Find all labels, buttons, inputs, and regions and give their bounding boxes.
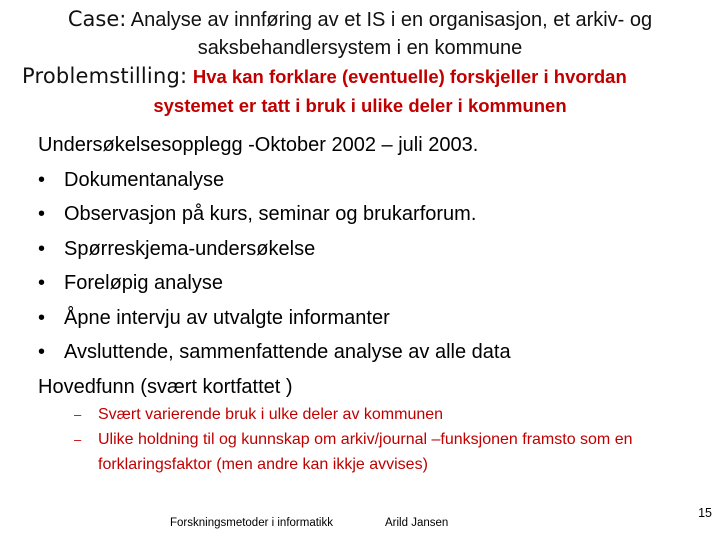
bullet-text: Spørreskjema-undersøkelse (64, 237, 316, 260)
bullet-item (38, 163, 698, 198)
problem-continuation: systemet er tatt i bruk i ulike deler i kommunen (153, 95, 567, 116)
bullet-symbol: • (38, 237, 46, 260)
bullet-text: Åpne intervju av utvalgte informanter (64, 306, 390, 329)
findings-heading: Hovedfunn (svært kortfattet ) (38, 375, 293, 398)
problem-line (22, 63, 627, 90)
bullet-item (38, 335, 698, 370)
bullet-item (38, 266, 698, 301)
bullet-text: Foreløpig analyse (64, 272, 223, 294)
findings-list (74, 402, 714, 477)
bullet-text: Observasjon på kurs, seminar og brukarforum. (64, 203, 477, 225)
finding-item (74, 427, 714, 477)
case-line (0, 6, 720, 33)
body-text (38, 128, 698, 404)
bullet-item (38, 197, 698, 232)
finding-item (74, 402, 714, 427)
research-design-intro: Undersøkelsesopplegg -Oktober 2002 – juli 2003. (38, 134, 479, 156)
footer-author: Arild Jansen (385, 517, 449, 529)
bullet-text: Avsluttende, sammenfattende analyse av alle data (64, 341, 511, 363)
dash-symbol: – (74, 407, 82, 422)
bullet-symbol: • (38, 306, 46, 329)
bullet-item (38, 301, 698, 336)
bullet-symbol: • (38, 272, 46, 294)
case-text: Analyse av innføring av et IS i en organisasjon, et arkiv- og (130, 9, 653, 31)
bullet-symbol: • (38, 341, 46, 363)
finding-text: Svært varierende bruk i ulke deler av kommunen (98, 406, 444, 423)
problem-label: Problemstilling: (22, 64, 188, 88)
bullet-text: Dokumentanalyse (64, 168, 225, 191)
bullet-symbol: • (38, 168, 46, 191)
bullet-item (38, 232, 698, 267)
finding-text: Ulike holdning til og kunnskap om arkiv/journal –funksjonen framsto som en forklaringsfaktor (men andre kan ikkje avvises) (98, 431, 633, 473)
case-label: Case: (67, 7, 127, 31)
footer-course: Forskningsmetoder i informatikk (170, 517, 333, 529)
problem-text: Hva kan forklare (eventuelle) forskjeller i hvordan (192, 66, 627, 87)
case-continuation: saksbehandlersystem i en kommune (197, 37, 523, 59)
dash-symbol: – (74, 432, 82, 447)
bullet-symbol: • (38, 203, 46, 225)
page-number: 15 (698, 506, 712, 520)
